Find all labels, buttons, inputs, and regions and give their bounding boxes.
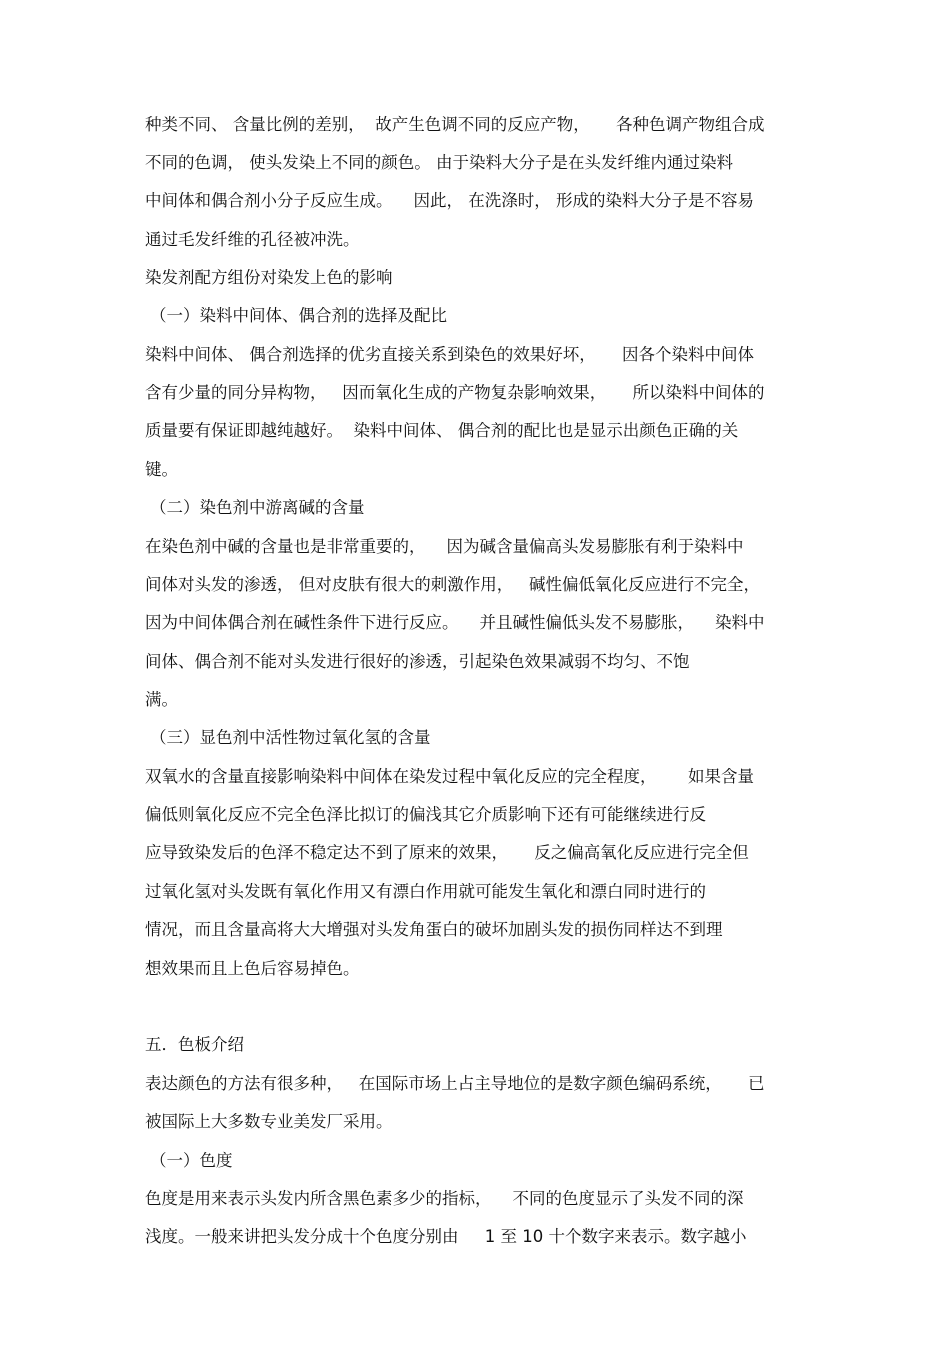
text-line: 满。 bbox=[145, 690, 178, 709]
text-line: 偏低则氧化反应不完全色泽比拟订的偏浅其它介质影响下还有可能继续进行反 bbox=[145, 805, 706, 824]
subsection-heading: （一）染料中间体、偶合剂的选择及配比 bbox=[150, 306, 447, 325]
text-line: 通过毛发纤维的孔径被冲洗。 bbox=[145, 230, 360, 249]
text-line: 间体、偶合剂不能对头发进行很好的渗透，引起染色效果减弱不均匀、不饱 bbox=[145, 652, 690, 671]
text-line: 键。 bbox=[145, 460, 178, 479]
subsection-heading: （一）色度 bbox=[150, 1151, 233, 1170]
text-line: 过氧化氢对头发既有氧化作用又有漂白作用就可能发生氧化和漂白同时进行的 bbox=[145, 882, 706, 901]
text-line: 质量要有保证即越纯越好。 染料中间体、 偶合剂的配比也是显示出颜色正确的关 bbox=[145, 421, 739, 440]
text-line: 表达颜色的方法有很多种， 在国际市场上占主导地位的是数字颜色编码系统， 已 bbox=[145, 1074, 765, 1093]
text-line: 中间体和偶合剂小分子反应生成。 因此， 在洗涤时， 形成的染料大分子是不容易 bbox=[145, 191, 754, 210]
text-line: 情况，而且含量高将大大增强对头发角蛋白的破坏加剧头发的损伤同样达不到理 bbox=[145, 920, 723, 939]
subsection-heading: （三）显色剂中活性物过氧化氢的含量 bbox=[150, 728, 431, 747]
text-line: 色度是用来表示头发内所含黑色素多少的指标， 不同的色度显示了头发不同的深 bbox=[145, 1189, 744, 1208]
text-line: 含有少量的同分异构物， 因而氧化生成的产物复杂影响效果， 所以染料中间体的 bbox=[145, 383, 765, 402]
text-line: 间体对头发的渗透， 但对皮肤有很大的刺激作用， 碱性偏低氧化反应进行不完全， bbox=[145, 575, 760, 594]
text-line: 应导致染发后的色泽不稳定达不到了原来的效果， 反之偏高氧化反应进行完全但 bbox=[145, 843, 749, 862]
text-line: 不同的色调， 使头发染上不同的颜色。 由于染料大分子是在头发纤维内通过染料 bbox=[145, 153, 733, 172]
text-line: 因为中间体偶合剂在碱性条件下进行反应。 并且碱性偏低头发不易膨胀， 染料中 bbox=[145, 613, 765, 632]
section-heading: 五．色板介绍 bbox=[145, 1035, 244, 1054]
text-line: 浅度。一般来讲把头发分成十个色度分别由 1 至 10 十个数字来表示。数字越小 bbox=[145, 1227, 747, 1246]
section-heading: 染发剂配方组份对染发上色的影响 bbox=[145, 268, 393, 287]
text-line: 染料中间体、 偶合剂选择的优劣直接关系到染色的效果好坏， 因各个染料中间体 bbox=[145, 345, 754, 364]
subsection-heading: （二）染色剂中游离碱的含量 bbox=[150, 498, 365, 517]
text-line: 被国际上大多数专业美发厂采用。 bbox=[145, 1112, 393, 1131]
text-line: 双氧水的含量直接影响染料中间体在染发过程中氧化反应的完全程度， 如果含量 bbox=[145, 767, 754, 786]
text-line: 在染色剂中碱的含量也是非常重要的， 因为碱含量偏高头发易膨胀有利于染料中 bbox=[145, 537, 744, 556]
text-line: 种类不同、 含量比例的差别， 故产生色调不同的反应产物， 各种色调产物组合成 bbox=[145, 115, 765, 134]
text-line: 想效果而且上色后容易掉色。 bbox=[145, 959, 360, 978]
